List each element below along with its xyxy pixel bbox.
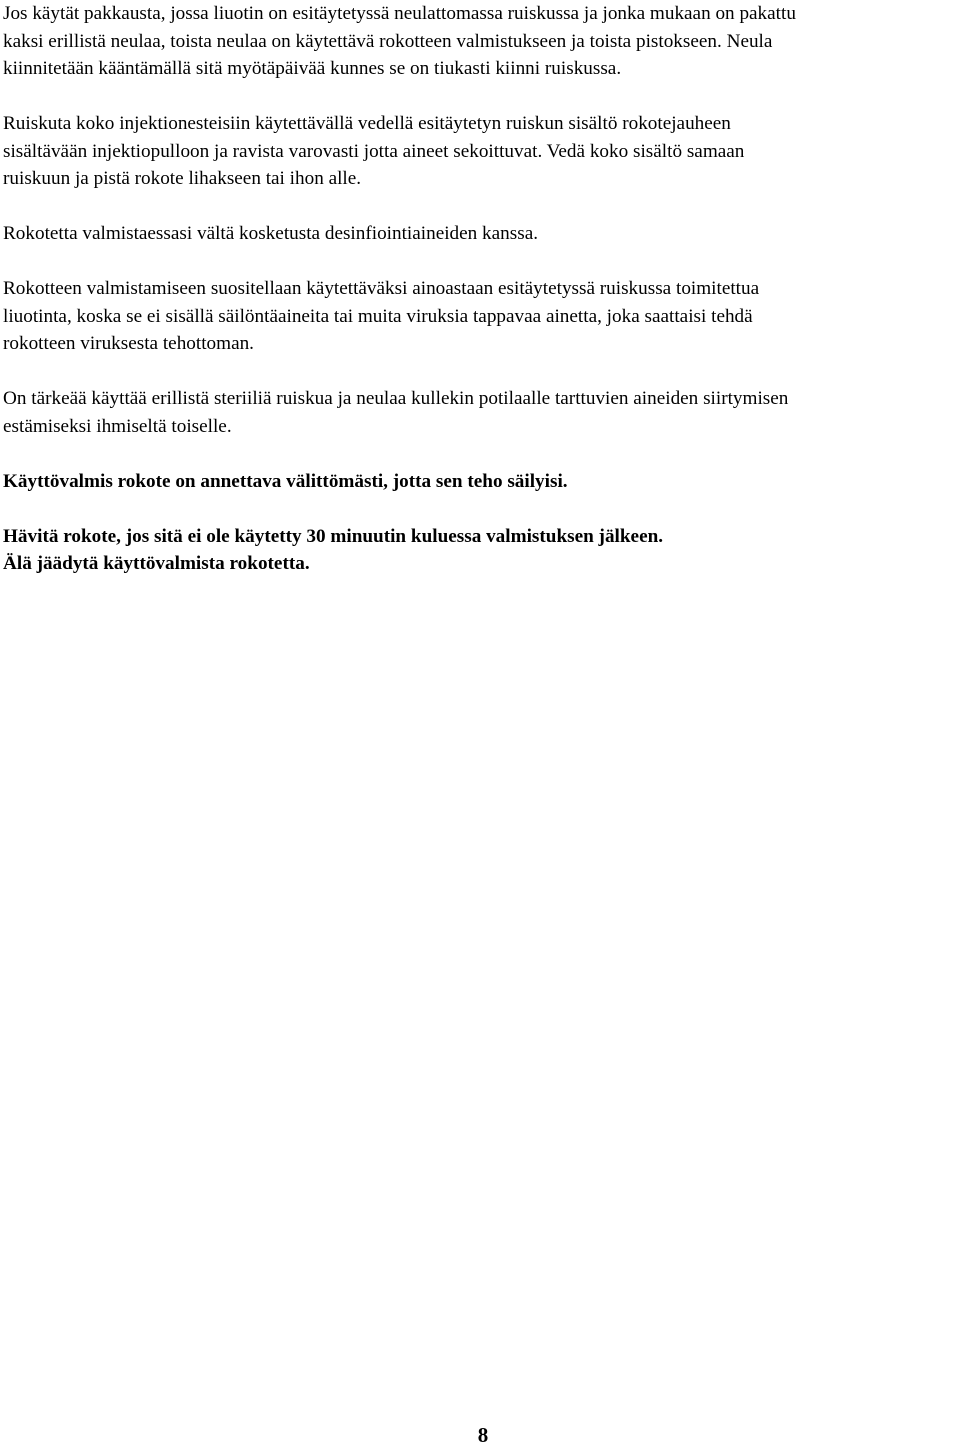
paragraph-solvent-recommendation	[3, 275, 955, 358]
text-line: kiinnitetään kääntämällä sitä myötäpäivää kunnes se on tiukasti kiinni ruiskussa.	[3, 58, 622, 79]
text-line: Älä jäädytä käyttövalmista rokotetta.	[3, 553, 310, 574]
paragraph-reconstitution	[3, 110, 955, 193]
text-line: kaksi erillistä neulaa, toista neulaa on käytettävä rokotteen valmistukseen ja toista pistokseen. Neula	[3, 30, 773, 52]
text-line: Hävitä rokote, jos sitä ei ole käytetty 30 minuutin kuluessa valmistuksen jälkeen.	[3, 525, 664, 547]
text-line: Jos käytät pakkausta, jossa liuotin on esitäytetyssä neulattomassa ruiskussa ja jonka mukaan on pakattu	[3, 3, 796, 24]
text-line: On tärkeää käyttää erillistä steriiliä ruiskua ja neulaa kullekin potilaalle tarttuvien aineiden siirtymisen	[3, 388, 789, 409]
text-line: Rokotetta valmistaessasi vältä kosketusta desinfiointiaineiden kanssa.	[3, 223, 539, 244]
text-line: Käyttövalmis rokote on annettava välittömästi, jotta sen teho säilyisi.	[3, 470, 568, 492]
paragraph-disposal	[3, 523, 955, 578]
text-line: rokotteen viruksesta tehottoman.	[3, 333, 254, 354]
paragraph-sterile-syringe	[3, 385, 955, 440]
paragraph-administer-immediately	[3, 468, 955, 496]
paragraph-disinfectant-warning	[3, 220, 955, 248]
text-line: ruiskuun ja pistä rokote lihakseen tai ihon alle.	[3, 168, 362, 189]
text-line: estämiseksi ihmiseltä toiselle.	[3, 415, 232, 437]
page-number: 8	[477, 1423, 489, 1447]
text-line: Ruiskuta koko injektionesteisiin käytettävällä vedellä esitäytetyn ruiskun sisältö rokotejauheen	[3, 113, 731, 134]
text-line: sisältävään injektiopulloon ja ravista varovasti jotta aineet sekoittuvat. Vedä koko sisältö samaan	[3, 140, 745, 162]
document-body	[3, 0, 955, 605]
paragraph-needle-instructions	[3, 0, 955, 83]
text-line: Rokotteen valmistamiseen suositellaan käytettäväksi ainoastaan esitäytetyssä ruiskussa toimitettua	[3, 278, 760, 299]
text-line: liuotinta, koska se ei sisällä säilöntäaineita tai muita viruksia tappavaa ainetta, joka saattaisi tehdä	[3, 305, 753, 327]
